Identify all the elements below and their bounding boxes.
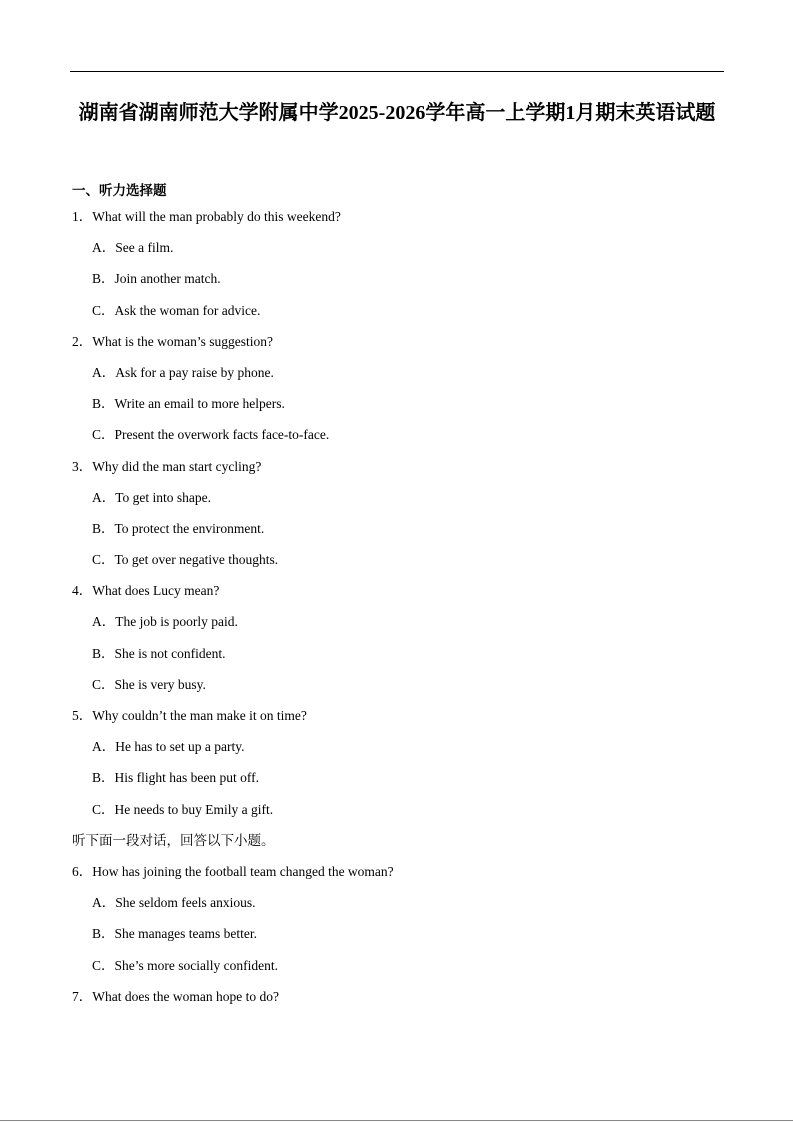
question-text: What does the woman hope to do? bbox=[92, 988, 279, 1004]
question-2 bbox=[72, 326, 722, 451]
question-4 bbox=[72, 575, 722, 700]
option-a: A．See a film. bbox=[92, 240, 174, 256]
page-title: 湖南省湖南师范大学附属中学2025-2026学年高一上学期1月期末英语试题 bbox=[78, 102, 716, 124]
question-stem bbox=[72, 326, 722, 357]
question-1 bbox=[72, 201, 722, 326]
question-stem bbox=[72, 981, 722, 1012]
option-b: B．She manages teams better. bbox=[92, 926, 257, 942]
question-7 bbox=[72, 981, 722, 1012]
question-number: 6． bbox=[72, 863, 93, 879]
option-c: C．Present the overwork facts face-to-face. bbox=[92, 427, 330, 443]
question-text: What is the woman’s suggestion? bbox=[92, 333, 273, 349]
question-number: 7． bbox=[72, 988, 93, 1004]
option-b: B．To protect the environment. bbox=[92, 520, 265, 536]
question-number: 2． bbox=[72, 333, 93, 349]
option-b: B．Join another match. bbox=[92, 271, 221, 287]
option-c: C．She’s more socially confident. bbox=[92, 957, 278, 973]
question-number: 4． bbox=[72, 583, 93, 599]
question-stem bbox=[72, 201, 722, 232]
question-text: How has joining the football team changed the woman? bbox=[92, 863, 394, 879]
question-text: Why did the man start cycling? bbox=[92, 458, 262, 474]
option-a: A．The job is poorly paid. bbox=[92, 614, 238, 630]
page-bottom-edge bbox=[0, 1120, 793, 1121]
question-number: 3． bbox=[72, 458, 93, 474]
question-stem bbox=[72, 856, 722, 887]
option-c: C．She is very busy. bbox=[92, 676, 206, 692]
option-a: A．Ask for a pay raise by phone. bbox=[92, 364, 274, 380]
option-a: A．She seldom feels anxious. bbox=[92, 895, 256, 911]
question-stem bbox=[72, 451, 722, 482]
option-b: B．Write an email to more helpers. bbox=[92, 396, 285, 412]
header-rule bbox=[70, 71, 724, 72]
question-3 bbox=[72, 451, 722, 576]
section-heading: 一、听力选择题 bbox=[72, 183, 167, 198]
question-text: What will the man probably do this weekend? bbox=[92, 209, 341, 224]
option-c: C．Ask the woman for advice. bbox=[92, 302, 261, 318]
option-c: C．To get over negative thoughts. bbox=[92, 552, 279, 568]
option-a: A．To get into shape. bbox=[92, 489, 212, 505]
question-number: 1． bbox=[72, 209, 93, 224]
option-b: B．She is not confident. bbox=[92, 645, 226, 661]
option-c: C．He needs to buy Emily a gift. bbox=[92, 801, 274, 817]
question-text: Why couldn’t the man make it on time? bbox=[92, 708, 307, 723]
question-6 bbox=[72, 856, 722, 981]
question-number: 5． bbox=[72, 708, 93, 723]
question-text: What does Lucy mean? bbox=[92, 583, 220, 599]
listening-instruction: 听下面一段对话，回答以下小题。 bbox=[72, 832, 275, 848]
question-stem bbox=[72, 575, 722, 606]
question-stem bbox=[72, 700, 722, 731]
option-a: A．He has to set up a party. bbox=[92, 739, 245, 755]
question-5 bbox=[72, 700, 722, 825]
question-list bbox=[72, 201, 722, 1012]
option-b: B．His flight has been put off. bbox=[92, 770, 259, 786]
